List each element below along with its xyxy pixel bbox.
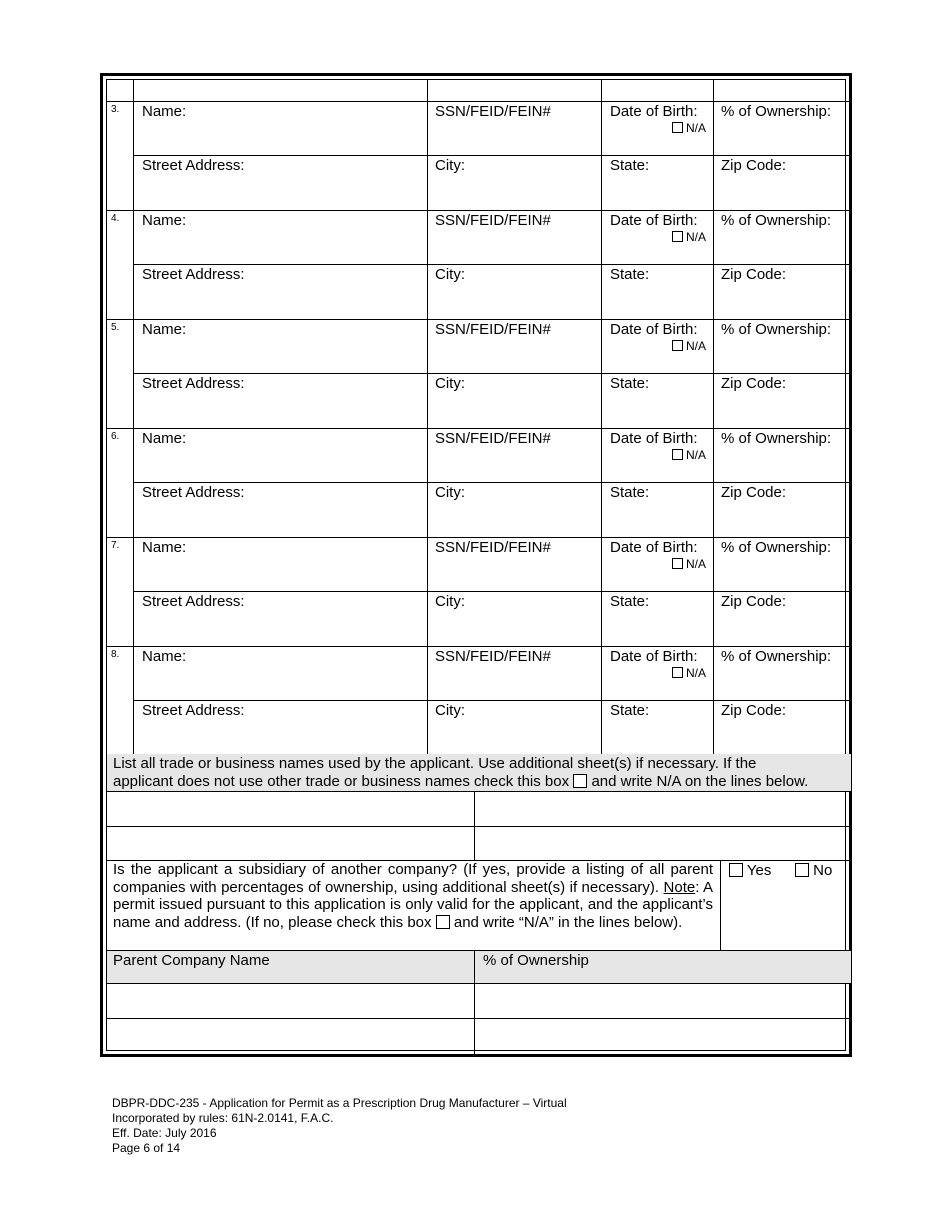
owner-city-label: City: — [435, 266, 465, 283]
owner-zip-label: Zip Code: — [721, 266, 787, 283]
owner-dob-label: Date of Birth: — [610, 321, 698, 338]
owner-city-field[interactable] — [428, 592, 602, 647]
owner-state-label: State: — [610, 157, 650, 174]
owner-dob-label: Date of Birth: — [610, 430, 698, 447]
subsidiary-answer-cell — [721, 861, 851, 951]
owner-city-field[interactable] — [428, 265, 602, 320]
owner-ssn-label: SSN/FEID/FEIN# — [435, 321, 551, 338]
owner-state-label: State: — [610, 375, 650, 392]
trade-name-field-1b[interactable] — [475, 792, 851, 827]
parent-company-field-2[interactable] — [107, 1019, 475, 1054]
owner-zip-label: Zip Code: — [721, 593, 787, 610]
owner-ssn-label: SSN/FEID/FEIN# — [435, 648, 551, 665]
owner-street-label: Street Address: — [142, 593, 245, 610]
owner-state-label: State: — [610, 593, 650, 610]
owner-zip-label: Zip Code: — [721, 375, 787, 392]
owner-zip-label: Zip Code: — [721, 702, 787, 719]
owner-zip-field[interactable] — [714, 156, 851, 211]
owner-dob-na-option — [672, 557, 706, 571]
owner-dob-na-option — [672, 448, 706, 462]
owner-dob-label: Date of Birth: — [610, 212, 698, 229]
owner-dob-na-checkbox[interactable] — [672, 340, 683, 351]
owner-ownership-label: % of Ownership: — [721, 212, 832, 229]
owner-name-field[interactable] — [134, 211, 428, 265]
owner-state-field[interactable] — [602, 156, 714, 211]
parent-ownership-header — [475, 951, 851, 984]
owner-state-field[interactable] — [602, 701, 714, 756]
owner-street-label: Street Address: — [142, 157, 245, 174]
owner-ownership-field[interactable] — [714, 211, 851, 265]
owner-number: 6. — [111, 431, 120, 442]
page-footer — [112, 1096, 567, 1156]
owner-dob-na-checkbox[interactable] — [672, 558, 683, 569]
owner-street-field[interactable] — [134, 701, 428, 756]
footer-rules: Incorporated by rules: 61N-2.0141, F.A.C. — [112, 1111, 334, 1125]
subsidiary-text2: : A permit issued pursuant to this application is only valid for the applicant, and the applicant’s name and address. (If no, please check this box — [113, 878, 714, 931]
owner-dob-na-option — [672, 339, 706, 353]
owner-street-label: Street Address: — [142, 266, 245, 283]
owner-ssn-field[interactable] — [428, 538, 602, 592]
owner-name-field[interactable] — [134, 429, 428, 483]
owner-state-field[interactable] — [602, 374, 714, 429]
owner-city-label: City: — [435, 593, 465, 610]
owner-ssn-label: SSN/FEID/FEIN# — [435, 212, 551, 229]
top-row-dob-cell — [602, 80, 714, 102]
no-label: No — [813, 862, 833, 879]
owner-dob-field[interactable] — [602, 320, 714, 374]
yes-checkbox[interactable] — [729, 863, 743, 877]
owner-name-field[interactable] — [134, 320, 428, 374]
owner-zip-field[interactable] — [714, 374, 851, 429]
yes-label: Yes — [746, 862, 772, 879]
owner-dob-na-checkbox[interactable] — [672, 449, 683, 460]
owner-dob-na-checkbox[interactable] — [672, 667, 683, 678]
owner-state-field[interactable] — [602, 483, 714, 538]
owner-number: 7. — [111, 540, 120, 551]
owner-state-label: State: — [610, 702, 650, 719]
owner-state-field[interactable] — [602, 592, 714, 647]
owner-street-field[interactable] — [134, 374, 428, 429]
owner-city-field[interactable] — [428, 483, 602, 538]
owner-ownership-label: % of Ownership: — [721, 648, 832, 665]
owner-city-field[interactable] — [428, 156, 602, 211]
owner-ownership-field[interactable] — [714, 538, 851, 592]
top-row-ssn-cell — [428, 80, 602, 102]
trade-name-field-2b[interactable] — [475, 827, 851, 861]
owner-zip-field[interactable] — [714, 265, 851, 320]
subsidiary-question — [107, 861, 721, 951]
owner-ssn-field[interactable] — [428, 211, 602, 265]
owner-state-label: State: — [610, 266, 650, 283]
subsidiary-text3: and write “N/A” in the lines below). — [453, 913, 683, 931]
footer-page-number: Page 6 of 14 — [112, 1141, 181, 1155]
owner-dob-label: Date of Birth: — [610, 103, 698, 120]
parent-ownership-field-1[interactable] — [475, 984, 851, 1019]
owner-number: 3. — [111, 104, 120, 115]
owner-name-label: Name: — [142, 430, 187, 447]
owner-state-field[interactable] — [602, 265, 714, 320]
footer-eff-date: Eff. Date: July 2016 — [112, 1126, 217, 1140]
owner-ownership-field[interactable] — [714, 320, 851, 374]
owner-street-label: Street Address: — [142, 702, 245, 719]
owner-ownership-field[interactable] — [714, 647, 851, 701]
owner-dob-field[interactable] — [602, 647, 714, 701]
owner-city-label: City: — [435, 702, 465, 719]
owner-dob-na-option — [672, 121, 706, 135]
owner-name-label: Name: — [142, 539, 187, 556]
owner-ownership-field[interactable] — [714, 429, 851, 483]
owner-number-cell — [107, 320, 134, 429]
owner-city-label: City: — [435, 375, 465, 392]
owner-dob-label: Date of Birth: — [610, 539, 698, 556]
owner-city-label: City: — [435, 484, 465, 501]
trade-names-na-checkbox[interactable] — [573, 774, 587, 788]
owner-ssn-field[interactable] — [428, 102, 602, 156]
trade-names-line1: List all trade or business names used by the applicant. Use additional sheet(s) if necessary. If the — [113, 755, 757, 772]
owner-dob-na-checkbox[interactable] — [672, 122, 683, 133]
owner-dob-na-label: N/A — [685, 339, 706, 353]
form-frame — [100, 73, 852, 1057]
owner-street-field[interactable] — [134, 592, 428, 647]
parent-ownership-col-label: % of Ownership — [483, 952, 589, 969]
owner-number: 5. — [111, 322, 120, 333]
trade-names-instruction — [107, 754, 851, 792]
owner-zip-label: Zip Code: — [721, 157, 787, 174]
owner-dob-na-option — [672, 666, 706, 680]
footer-form-title: DBPR-DDC-235 - Application for Permit as a Prescription Drug Manufacturer – Virtual — [112, 1096, 567, 1110]
no-checkbox[interactable] — [795, 863, 809, 877]
owner-dob-na-label: N/A — [685, 557, 706, 571]
owner-zip-field[interactable] — [714, 592, 851, 647]
owner-dob-na-checkbox[interactable] — [672, 231, 683, 242]
owner-ownership-label: % of Ownership: — [721, 321, 832, 338]
owner-name-field[interactable] — [134, 102, 428, 156]
top-row-name-cell — [134, 80, 428, 102]
trade-names-line2b: and write N/A on the lines below. — [591, 772, 809, 790]
owner-dob-na-label: N/A — [685, 666, 706, 680]
owner-street-field[interactable] — [134, 483, 428, 538]
owner-zip-label: Zip Code: — [721, 484, 787, 501]
subsidiary-text1: Is the applicant a subsidiary of another company? (If yes, provide a listing of all parent companies with percentages of ownership, using additional sheet(s) if necessary). — [113, 861, 713, 896]
parent-company-col-label: Parent Company Name — [113, 952, 270, 969]
owner-name-label: Name: — [142, 648, 187, 665]
owner-ssn-field[interactable] — [428, 320, 602, 374]
owner-number: 4. — [111, 213, 120, 224]
owner-ssn-field[interactable] — [428, 647, 602, 701]
trade-names-line2a: applicant does not use other trade or business names check this box — [113, 772, 570, 790]
owner-name-label: Name: — [142, 212, 187, 229]
owner-dob-na-label: N/A — [685, 230, 706, 244]
owner-number: 8. — [111, 649, 120, 660]
owner-ownership-field[interactable] — [714, 102, 851, 156]
owner-dob-field[interactable] — [602, 538, 714, 592]
owner-city-field[interactable] — [428, 701, 602, 756]
owner-ssn-label: SSN/FEID/FEIN# — [435, 539, 551, 556]
trade-name-field-1a[interactable] — [107, 792, 475, 827]
owner-dob-na-label: N/A — [685, 121, 706, 135]
owner-ssn-label: SSN/FEID/FEIN# — [435, 103, 551, 120]
owner-name-label: Name: — [142, 321, 187, 338]
owner-ownership-label: % of Ownership: — [721, 539, 832, 556]
parent-company-header — [107, 951, 475, 984]
owner-dob-na-option — [672, 230, 706, 244]
owner-name-field[interactable] — [134, 647, 428, 701]
owner-number-cell — [107, 538, 134, 647]
owner-number-cell — [107, 429, 134, 538]
owner-zip-field[interactable] — [714, 701, 851, 756]
owner-number-cell — [107, 211, 134, 320]
owner-street-label: Street Address: — [142, 375, 245, 392]
form-inner — [106, 79, 846, 1051]
top-row-ownership-cell — [714, 80, 851, 102]
owner-zip-field[interactable] — [714, 483, 851, 538]
owner-city-label: City: — [435, 157, 465, 174]
owner-city-field[interactable] — [428, 374, 602, 429]
owner-number-cell — [107, 647, 134, 756]
owner-ssn-label: SSN/FEID/FEIN# — [435, 430, 551, 447]
owner-dob-na-label: N/A — [685, 448, 706, 462]
owner-street-label: Street Address: — [142, 484, 245, 501]
owner-number-cell — [107, 102, 134, 211]
subsidiary-na-checkbox[interactable] — [436, 915, 450, 929]
owner-street-field[interactable] — [134, 265, 428, 320]
trade-name-field-2a[interactable] — [107, 827, 475, 861]
owner-ssn-field[interactable] — [428, 429, 602, 483]
owner-state-label: State: — [610, 484, 650, 501]
owner-dob-field[interactable] — [602, 429, 714, 483]
owner-name-field[interactable] — [134, 538, 428, 592]
owner-name-label: Name: — [142, 103, 187, 120]
owner-ownership-label: % of Ownership: — [721, 103, 832, 120]
owner-dob-field[interactable] — [602, 211, 714, 265]
owner-street-field[interactable] — [134, 156, 428, 211]
parent-ownership-field-2[interactable] — [475, 1019, 851, 1054]
top-row-num-cell — [107, 80, 134, 102]
owner-dob-label: Date of Birth: — [610, 648, 698, 665]
parent-company-field-1[interactable] — [107, 984, 475, 1019]
subsidiary-note-label: Note — [663, 878, 696, 896]
owner-ownership-label: % of Ownership: — [721, 430, 832, 447]
owner-dob-field[interactable] — [602, 102, 714, 156]
